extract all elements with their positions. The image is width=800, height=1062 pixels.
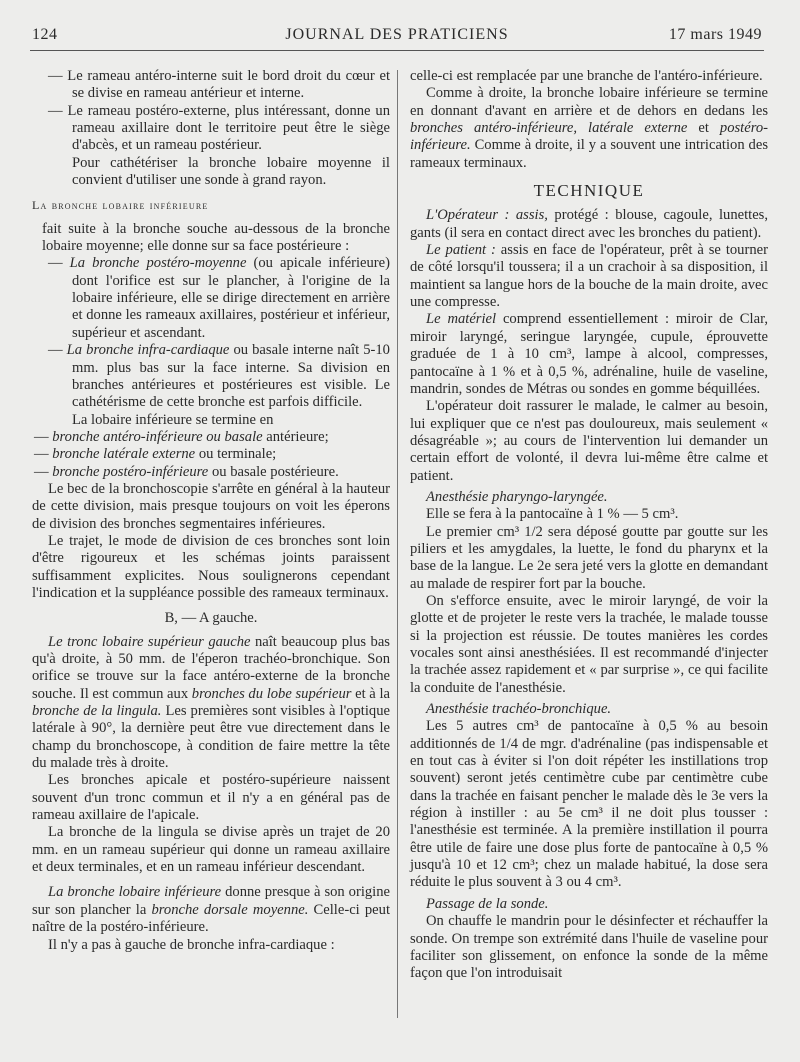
- column-divider: [397, 70, 398, 1018]
- section-heading: B, — A gauche.: [164, 610, 258, 627]
- italic-term: Le tronc lobaire supérieur gauche: [48, 633, 251, 650]
- italic-term: La bronche lobaire inférieure: [48, 884, 222, 901]
- paragraph: Le premier cm³ 1/2 sera déposé goutte par goutte sur les piliers et les amygdales, la luette, le fond du pharynx et la base de la langue. Le 2e sera jeté vers la glotte en demandant au malade de respirer fort par la bouche.: [410, 523, 768, 592]
- paragraph: celle-ci est remplacée par une branche de l'antéro-inférieure.: [410, 68, 763, 84]
- right-column: [410, 68, 768, 983]
- italic-term: bronche dorsale moyenne.: [151, 901, 309, 918]
- paragraph: fait suite à la bronche souche au-dessous de la bronche lobaire moyenne; elle donne sur sa face postérieure :: [42, 220, 390, 255]
- italic-term: La bronche infra-cardiaque: [66, 342, 230, 359]
- italic-term: La bronche postéro-moyenne: [69, 255, 247, 272]
- subsection-heading: Anesthésie trachéo-bronchique.: [426, 701, 612, 718]
- paragraph-text: antérieure;: [266, 428, 329, 445]
- paragraph: — Le rameau postéro-externe, plus intéressant, donne un rameau axillaire dont le territoire peut être le siège d'abcès, et un rameau postérieur.: [48, 102, 390, 154]
- paragraph: [32, 634, 390, 773]
- paragraph: Il n'y a pas à gauche de bronche infra-cardiaque :: [48, 936, 335, 953]
- italic-term: bronches du lobe supérieur: [191, 685, 352, 702]
- paragraph: — Le rameau antéro-interne suit le bord droit du cœur et se divise en rameau antérieur et interne.: [48, 68, 390, 102]
- italic-term: L'Opérateur : assis,: [426, 207, 548, 224]
- paragraph: Les bronches apicale et postéro-supérieure naissent souvent d'un tronc commun et il n'y a en général pas de rameau axillaire de l'apicale.: [32, 772, 390, 824]
- paragraph-text: assis en face de l'opérateur, prêt à se tourner de côté lorsqu'il toussera; il a un crachoir à sa disposition, il maintient sa langue hors de la bouche de la main droite, avec une compresse.: [410, 242, 768, 311]
- page-number: 124: [32, 26, 58, 43]
- issue-date: 17 mars 1949: [668, 26, 762, 43]
- paragraph: — bronche latérale externe ou terminale;: [34, 446, 277, 463]
- paragraph: [410, 242, 768, 311]
- left-column: [32, 68, 390, 954]
- italic-term: bronche latérale externe: [52, 446, 196, 463]
- paragraph: — bronche antéro-inférieure ou basale antérieure;: [34, 428, 329, 445]
- paragraph: On chauffe le mandrin pour le désinfecter et réchauffer la sonde. On trempe son extrémité dans l'huile de vaseline pour faciliter son glissement, on enfonce la sonde de la même façon que l'on introduisait: [410, 913, 768, 982]
- paragraph: La lobaire inférieure se termine en: [72, 411, 274, 428]
- paragraph: — La bronche infra-cardiaque ou basale interne naît 5-10 mm. plus bas sur la face interne. Sa division en branches antérieures et postérieures est visible. Le cathétérisme de cette bronche est parfois difficile.: [48, 342, 390, 411]
- paragraph: — La bronche postéro-moyenne (ou apicale inférieure) dont l'orifice est sur le plancher, à l'origine de la lobaire inférieure, elle se dirige directement en arrière et donne les rameaux axillaires, postérieur et inférieur, supérieur et ascendant.: [48, 255, 390, 341]
- paragraph: Pour cathétériser la bronche lobaire moyenne il convient d'utiliser une sonde à grand rayon.: [72, 154, 390, 189]
- paragraph-text: naît beaucoup plus bas qu'à droite, à 50 mm. de l'éperon trachéo-bronchique. Son orifice se trouve sur la face antéro-externe de la bronche souche. Il est commun aux: [32, 633, 390, 702]
- italic-term: bronches antéro-inférieure, latérale externe: [410, 120, 688, 137]
- subsection-heading: Anesthésie pharyngo-laryngée.: [426, 488, 608, 505]
- paragraph-text: donne presque à son origine sur son plancher la: [32, 884, 390, 918]
- paragraph: [410, 207, 768, 242]
- paragraph: [32, 884, 390, 936]
- italic-term: Le matériel: [426, 311, 497, 328]
- subsection-heading: Passage de la sonde.: [426, 895, 549, 912]
- paragraph-text: protégé : blouse, cagoule, lunettes, gants (il sera en contact direct avec les bronches du patient).: [410, 207, 769, 241]
- paragraph: [410, 311, 768, 398]
- paragraph: Le bec de la bronchoscopie s'arrête en général à la hauteur de cette division, mais presque toujours on voit les éperons de division des bronches segmentaires inférieures.: [32, 480, 390, 532]
- header-rule: [30, 50, 764, 51]
- paragraph: On s'efforce ensuite, avec le miroir laryngé, de voir la glotte et de projeter le reste vers la trachée, le malade tousse si la projection est réussie. De toutes manières les cordes vocales sont ainsi anesthésiées. Il est recommandé d'injecter la trachée assez rapidement et « par surprise », ce qui facilite la conduite de l'anesthésie.: [410, 592, 768, 696]
- journal-title: JOURNAL DES PRATICIENS: [285, 26, 509, 43]
- paragraph-text: comprend essentiellement : miroir de Clar, miroir laryngé, seringue laryngée, cupule, éprouvette graduée de 1 à 10 cm³, lampe à alcool, compresses, pantocaïne à 1 % et à 0,5 %, adrénaline, huile de vaseline, mandrin, sondes de Métras ou sondes en gomme béquillées.: [410, 311, 768, 397]
- paragraph-text: Comme à droite, la bronche lobaire inférieure se termine en donnant d'avant en arrière et de dehors en dedans les: [410, 85, 768, 119]
- paragraph-text: ou basale postérieure.: [211, 463, 339, 480]
- paragraph-text: et à la: [355, 685, 390, 702]
- paragraph-text: Comme à droite, il y a souvent une intrication des rameaux terminaux.: [410, 137, 768, 171]
- paragraph-text: Les premières sont visibles à l'optique latérale à 90°, la dernière peut être vue directement dans le champ du bronchoscope, à condition de faire mettre la tête du malade très à droite.: [32, 703, 390, 772]
- paragraph-text: (ou apicale inférieure) dont l'orifice est sur le plancher, à l'origine de la lobaire inférieure, elle se dirige directement en arrière et donne les rameaux axillaires, postérieur et inférieur, supérieur et ascendant.: [72, 255, 390, 341]
- section-heading: La bronche lobaire inférieure: [32, 198, 209, 213]
- paragraph: L'opérateur doit rassurer le malade, le calmer au besoin, lui expliquer que ce n'est pas douloureux, mais seulement « désagréable »; au cours de l'intervention lui demander un certain effort de volonté, il devra lui-même être calme et patient.: [410, 398, 768, 484]
- paragraph: [410, 85, 768, 172]
- paragraph: Les 5 autres cm³ de pantocaïne à 0,5 % au besoin additionnés de 1/4 de mgr. d'adrénaline (pas indispensable et en tout cas à éviter si l'on doit répéter les instillations trop souvent) seront jetés centimètre cube par centimètre cube dans la trachée en faisant pencher le malade dès le 3e vers la région à instiller : au 5e cm³ il ne doit plus tousser : l'anesthésie est terminée. A la première instillation il pourra être utile de faire une dose plus forte de pantocaïne à 0,5 % jusqu'à 10 et 12 cm³; chez un malade habitué, la dose sera réduite le plus souvent à 3 ou 4 cm³.: [410, 718, 768, 891]
- italic-term: bronche postéro-inférieure: [52, 463, 209, 480]
- italic-term: bronche de la lingula.: [32, 703, 162, 720]
- paragraph-text: ou terminale;: [198, 446, 277, 463]
- italic-term: postéro-inférieure.: [410, 120, 768, 154]
- paragraph: La bronche de la lingula se divise après un trajet de 20 mm. en un rameau supérieur qui donne un rameau axillaire et deux terminales, et en un rameau inférieur descendant.: [32, 824, 390, 876]
- section-title: TECHNIQUE: [533, 181, 645, 201]
- italic-term: bronche antéro-inférieure ou basale: [52, 428, 263, 445]
- paragraph-text: ou basale interne naît 5-10 mm. plus bas sur la face interne. Sa division en branches antérieures et postérieures est visible. Le cathétérisme de cette bronche est parfois difficile.: [72, 342, 390, 411]
- italic-term: Le patient :: [426, 242, 496, 259]
- paragraph: — bronche postéro-inférieure ou basale postérieure.: [34, 463, 339, 480]
- paragraph: Elle se fera à la pantocaïne à 1 % — 5 cm³.: [426, 506, 679, 523]
- paragraph: Le trajet, le mode de division de ces bronches sont loin d'être rigoureux et les schémas joints paraissent suffisamment explicites. Nous soulignerons cependant l'indication et la suppléance possible des rameaux terminaux.: [32, 532, 390, 601]
- paragraph-text: et: [698, 120, 709, 137]
- paragraph-text: Celle-ci peut naître de la postéro-inférieure.: [32, 901, 390, 936]
- page-header: [32, 26, 762, 48]
